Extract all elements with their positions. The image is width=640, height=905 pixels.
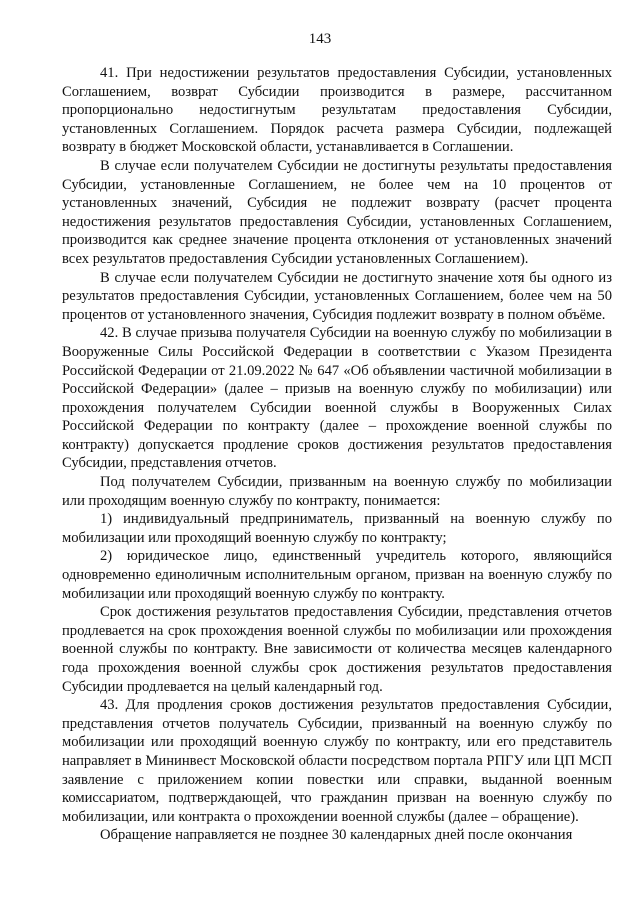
paragraph-41-threshold-50: В случае если получателем Субсидии не достигнуто значение хотя бы одного из результатов предоставления Субсидии, установленных Соглашением, более чем на 50 процентов от установленного значения, Субсидия подлежит возврату в полном объёме.	[62, 269, 612, 323]
paragraph-42-definition: Под получателем Субсидии, призванным на военную службу по мобилизации или проходящим военную службу по контракту, понимается:	[62, 474, 612, 509]
paragraph-43-deadline: Обращение направляется не позднее 30 календарных дней после окончания	[100, 827, 573, 844]
paragraph-42-extension: Срок достижения результатов предоставления Субсидии, представления отчетов продлевается на срок прохождения военной службы по мобилизации или прохождения военной службы по контракту. Вне зависимости от количества месяцев календарного года прохождения военной службы срок достижения результатов предоставления Субсидии продлевается на целый календарный год.	[62, 604, 612, 695]
document-body	[62, 64, 612, 845]
paragraph-43: 43. Для продления сроков достижения результатов предоставления Субсидии, представления отчетов получатель Субсидии, призванный на военную службу по мобилизации или проходящий военную службу по контракту, или его представитель направляет в Мининвест Московской области посредством портала РПГУ или ЦП МСП заявление с приложением копии повестки или справки, выданной военным комиссариатом, подтверждающей, что гражданин призван на военную службу по мобилизации, или контракта о прохождении военной службы (далее – обращение).	[62, 697, 612, 825]
paragraph-41-threshold-10: В случае если получателем Субсидии не достигнуты результаты предоставления Субсидии, установленные Соглашением, не более чем на 10 процентов от установленных значений, Субсидия не подлежит возврату (расчет процента недостижения результатов предоставления Субсидии, установленных Соглашением, производится как среднее значение процента отклонения от установленных значений всех результатов предоставления Субсидии установленных Соглашением).	[62, 157, 612, 267]
page-number: 143	[308, 31, 332, 47]
paragraph-42-item-1: 1) индивидуальный предприниматель, призванный на военную службу по мобилизации или проходящий военную службу по контракту;	[62, 511, 612, 546]
paragraph-41: 41. При недостижении результатов предоставления Субсидии, установленных Соглашением, возврат Субсидии производится в размере, рассчитанном пропорционально недостигнутым результатам предоставления Субсидии, установленных Соглашением. Порядок расчета размера Субсидии, подлежащей возврату в бюджет Московской области, устанавливается в Соглашении.	[62, 65, 612, 156]
paragraph-42-item-2: 2) юридическое лицо, единственный учредитель которого, являющийся одновременно единоличным исполнительным органом, призван на военную службу по мобилизации или проходящий военную службу по контракту.	[62, 548, 612, 602]
paragraph-42: 42. В случае призыва получателя Субсидии на военную службу по мобилизации в Вооруженные Силы Российской Федерации в соответствии с Указом Президента Российской Федерации от 21.09.2022 № 647 «Об объявлении частичной мобилизации в Российской Федерации» (далее – призыв на военную службу по мобилизации) или прохождения получателем Субсидии военной службы в Вооруженных Силах Российской Федерации по контракту (далее – прохождение военной службы по контракту) допускается продление сроков достижения результатов предоставления Субсидии, представления отчетов.	[62, 325, 612, 472]
